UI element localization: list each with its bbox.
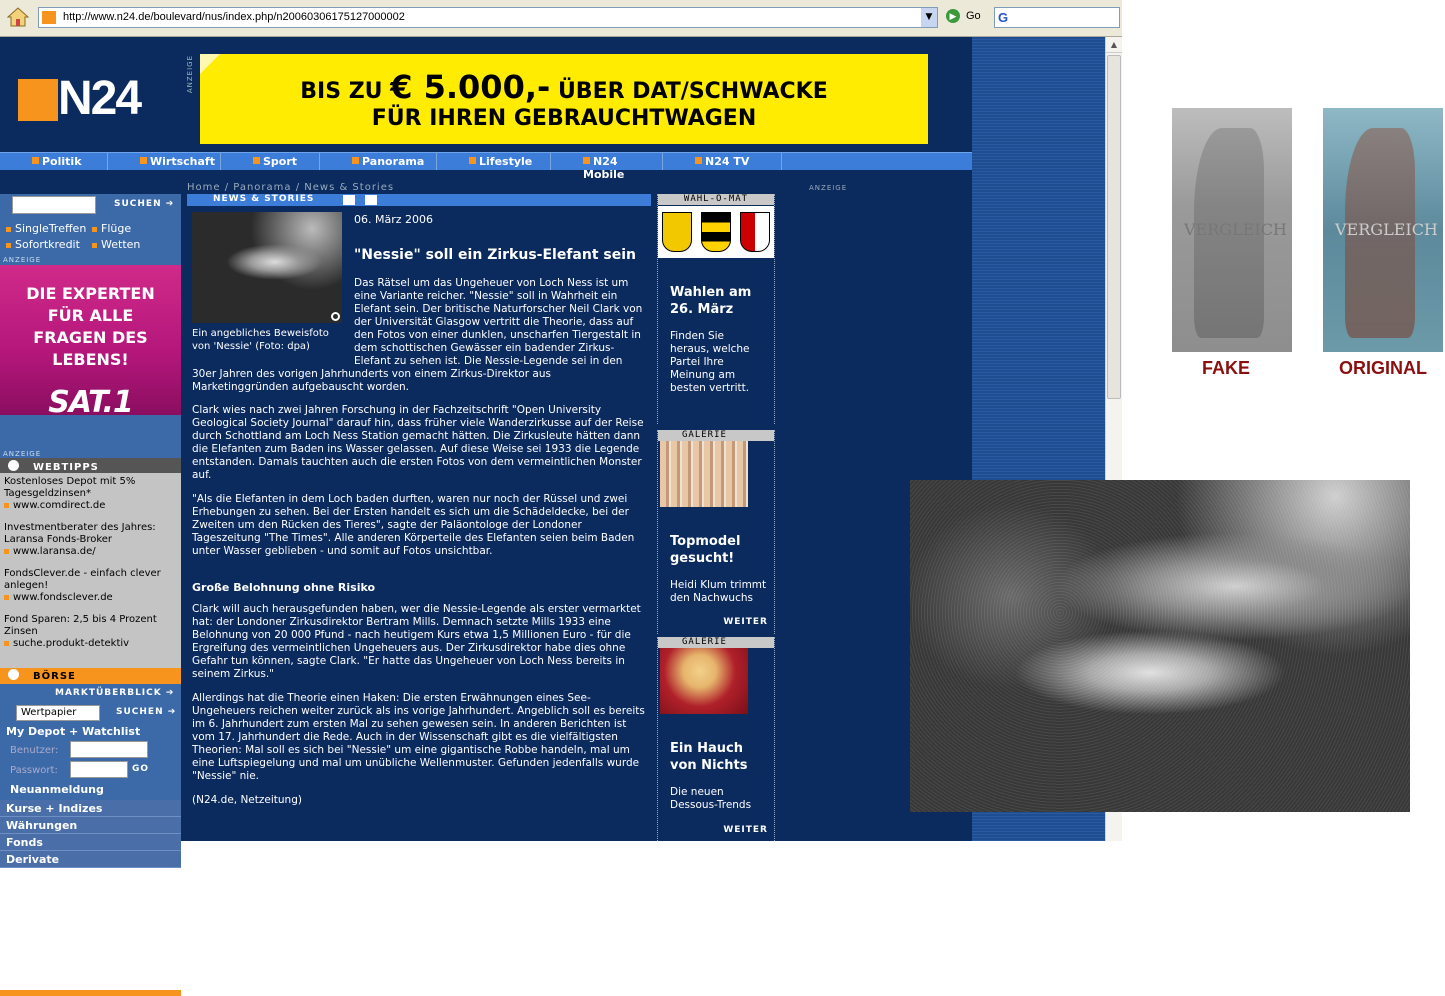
article-source: (N24.de, Netzeitung) xyxy=(192,794,302,806)
link-wetten[interactable]: Wetten xyxy=(92,238,140,251)
menu-fonds[interactable]: Fonds xyxy=(0,834,181,851)
wahl-title: Wahlen am 26. März xyxy=(670,285,752,317)
webtipp-4[interactable] xyxy=(0,604,181,650)
logo-orange-square xyxy=(18,79,58,121)
nav-lifestyle[interactable]: Lifestyle xyxy=(437,153,551,170)
password-input[interactable] xyxy=(70,761,128,778)
webtipps-header: WEBTIPPS xyxy=(0,458,181,473)
go-label: Go xyxy=(966,10,981,22)
link-sofortkredit[interactable]: Sofortkredit xyxy=(6,237,92,253)
article-paragraph-4: Clark will auch herausgefunden haben, wer die Nessie-Legende als erster vermarktet hat: der Londoner Zirkusdirektor Bertram Mills. Demnach setzte Mills 1933 eine Belohnung von 20 000 Pfund - nach heutigem Kurs etwa 1,5 Millionen Euro - für die Ergreifung des vermeintlichen Ungeheuers aus. Der Zirkusdirektor habe dies ohne Gefahr tun können, sagte Clark. "Er hatte das Ungeheuer von Loch Ness bereits in seinem Zirkus." xyxy=(192,603,641,680)
sat1-ad-text: DIE EXPERTEN FÜR ALLE FRAGEN DES LEBENS! xyxy=(26,284,155,369)
link-fluege[interactable]: Flüge xyxy=(92,222,131,235)
menu-kurse-indizes[interactable]: Kurse + Indizes xyxy=(0,800,181,817)
go-button[interactable] xyxy=(946,9,981,27)
wertpapier-input[interactable]: Wertpapier xyxy=(16,705,100,721)
nav-panorama[interactable]: Panorama xyxy=(320,153,437,170)
state-crests xyxy=(658,206,774,258)
boerse-header: BÖRSE xyxy=(0,668,181,684)
mail-icon[interactable] xyxy=(365,195,377,205)
nav-n24-tv[interactable]: N24 TV xyxy=(663,153,782,170)
home-icon[interactable] xyxy=(6,6,30,28)
sidebar-bottom-accent xyxy=(0,990,181,996)
webtipp-2-link[interactable]: www.laransa.de/ xyxy=(4,546,177,558)
webtipps-box xyxy=(0,458,181,668)
nav-sport[interactable]: Sport xyxy=(221,153,320,170)
menu-waehrungen[interactable]: Währungen xyxy=(0,817,181,834)
galerie-header-2: GALERIE xyxy=(658,637,774,648)
site-search-button[interactable]: SUCHEN ➔ xyxy=(114,199,175,209)
password-label: Passwort: xyxy=(10,765,58,776)
webtipp-2-text: Investmentberater des Jahres: Laransa Fonds-Broker xyxy=(4,522,156,545)
link-singletreffen[interactable]: SingleTreffen xyxy=(6,221,92,237)
wertpapier-search-button[interactable]: SUCHEN ➔ xyxy=(116,707,177,717)
pie-chart-icon xyxy=(8,460,19,471)
wahl-text: Finden Sie heraus, welche Partei Ihre Meinung am besten vertritt. xyxy=(670,330,750,394)
sat1-ad-label: ANZEIGE xyxy=(3,256,42,264)
wahl-o-mat-header: WAHL-O-MAT xyxy=(658,194,774,205)
ad-label-2: ANZEIGE xyxy=(3,450,42,458)
right-ad-label: ANZEIGE xyxy=(809,184,848,192)
banner-amount: € 5.000,- xyxy=(390,68,551,106)
scroll-up-icon[interactable]: ▲ xyxy=(1106,37,1122,53)
topmodel-title: Topmodel gesucht! xyxy=(670,534,741,566)
url-dropdown-icon[interactable]: ▼ xyxy=(921,8,937,27)
sat1-logo: SAT.1 xyxy=(48,385,133,420)
url-text: http://www.n24.de/boulevard/nus/index.php/n20060306175127000002 xyxy=(63,11,405,23)
crest-st-icon xyxy=(701,212,731,252)
scroll-thumb[interactable] xyxy=(1107,55,1121,399)
article-subheading: Große Belohnung ohne Risiko xyxy=(192,581,376,594)
breadcrumb[interactable]: Home / Panorama / News & Stories xyxy=(187,182,395,193)
print-icon[interactable] xyxy=(343,195,355,205)
webtipp-3[interactable] xyxy=(0,558,181,604)
user-label: Benutzer: xyxy=(10,745,59,756)
menu-derivate[interactable]: Derivate xyxy=(0,851,181,868)
crest-bw-icon xyxy=(662,212,692,252)
webtipp-3-link[interactable]: www.fondsclever.de xyxy=(4,592,177,604)
photo-caption: Ein angebliches Beweisfoto von 'Nessie' (Foto: dpa) xyxy=(192,328,329,352)
article-paragraph-3: "Als die Elefanten in dem Loch baden durften, waren nur noch der Rüssel und zwei Erhebungen zu sehen. Bei der Ersten handelt es sich um die Schädeldecke, bei der Zweiten um den Rücken des Tieres", sagte der Paläontologe der Londoner Tageszeitung "The Times". Alle anderen Körperteile des Elefanten seien beim Baden unter Wasser geblieben - und somit auf Fotos unsichtbar. xyxy=(192,493,635,557)
site-search-input[interactable] xyxy=(12,196,96,214)
banner-text-c: ÜBER DAT/SCHWACKE xyxy=(557,79,828,104)
arrow-right-icon: ➔ xyxy=(165,199,175,209)
dessous-weiter-link[interactable]: WEITER xyxy=(723,825,768,835)
quick-links xyxy=(6,221,178,253)
original-image xyxy=(1323,108,1443,352)
galerie-header-1: GALERIE xyxy=(658,430,774,441)
sat1-ad[interactable] xyxy=(0,265,181,420)
depot-watchlist-link[interactable]: My Depot + Watchlist xyxy=(6,725,141,738)
url-field[interactable] xyxy=(38,7,938,28)
top-banner-ad[interactable] xyxy=(200,54,928,144)
section-title: NEWS & STORIES xyxy=(213,194,315,204)
original-label: ORIGINAL xyxy=(1339,358,1427,378)
login-go-button[interactable]: GO xyxy=(132,764,150,774)
banner-line1 xyxy=(200,68,928,106)
dessous-text: Die neuen Dessous-Trends xyxy=(670,786,752,811)
webtipp-2[interactable] xyxy=(0,512,181,558)
address-bar-area xyxy=(0,0,1122,37)
page-favicon xyxy=(42,11,56,24)
search-field[interactable] xyxy=(994,7,1120,28)
article-paragraph-1: Das Rätsel um das Ungeheuer von Loch Ness ist um eine Variante reicher. "Nessie" soll in Wahrheit ein Elefant sein. Der britische Naturforscher Neil Clark von der Universität Glasgow vertritt die Theorie, dass auf den Fotos von einer dunklen, unscharfen Tiergestalt in dem schottischen Gewässer ein badender Zirkus-Elefant zu sehen ist. Die Nessie-Legende sei in den 30er Jahren des vorigen Jahrhunderts von einem Zirkus-Direktor aus Marketinggründen aufgebauscht worden. xyxy=(192,277,643,393)
fake-label: FAKE xyxy=(1202,358,1251,378)
left-sidebar xyxy=(0,194,181,866)
topmodel-text: Heidi Klum trimmt den Nachwuchs xyxy=(670,579,767,604)
main-nav xyxy=(0,152,972,181)
nav-politik[interactable]: Politik xyxy=(0,153,108,170)
crest-rp-icon xyxy=(740,212,770,252)
photo-grain xyxy=(910,480,1410,812)
go-arrow-icon: ▶ xyxy=(946,9,960,23)
google-search-icon: G xyxy=(998,10,1009,25)
webtipp-3-text: FondsClever.de - einfach clever anlegen! xyxy=(4,568,161,591)
nav-wirtschaft[interactable]: Wirtschaft xyxy=(108,153,221,170)
finance-menu xyxy=(0,800,181,868)
banner-line2: FÜR IHREN GEBRAUCHTWAGEN xyxy=(371,106,757,131)
register-link[interactable]: Neuanmeldung xyxy=(10,783,104,796)
banner-ad-label: ANZEIGE xyxy=(186,55,194,94)
fake-image xyxy=(1172,108,1292,352)
dessous-title: Ein Hauch von Nichts xyxy=(670,741,748,773)
banner-corner xyxy=(200,54,220,74)
n24-logo[interactable] xyxy=(18,72,168,125)
topmodel-photo[interactable] xyxy=(660,441,748,507)
article-paragraph-2: Clark wies nach zwei Jahren Forschung in der Fachzeitschrift "Open University Geological Society Journal" darauf hin, dass früher viele Wanderzirkusse auf der Reise durch Schottland am Loch Ness Station gemacht hätten. Die Zirkusleute hätten dann die Elefanten zum Baden ins Wasser gelassen. Auf diese Weise sei 1933 die Legende entstanden. Damals tauchten auch die ersten Fotos von dem vermeintlichen Monster auf. xyxy=(192,404,644,481)
original-watermark: VERGLEICH xyxy=(1335,220,1438,239)
topmodel-weiter-link[interactable]: WEITER xyxy=(723,617,768,627)
logo-text: N24 xyxy=(58,72,141,125)
user-input[interactable] xyxy=(70,741,148,758)
webtipp-4-link[interactable]: suche.produkt-detektiv xyxy=(4,638,177,650)
marktueberblick-link[interactable]: MARKTÜBERBLICK ➔ xyxy=(55,688,175,698)
galerie-topmodel-box[interactable] xyxy=(657,430,775,634)
article-date: 06. März 2006 xyxy=(354,213,434,226)
webtipp-1[interactable] xyxy=(0,473,181,512)
article-paragraph-5: Allerdings hat die Theorie einen Haken: Die ersten Erwähnungen eines See-Ungeheuers reichen weiter zurück als ins vorige Jahrhundert. Angeblich soll es bereits im 6. Jahrhundert zum ersten Mal zu sehen gewesen sein. In anderen Berichten ist vom 17. Jahrhundert die Rede. Auch in der Wissenschaft gibt es die vielfältigsten Theorien: Mal soll es sich bei "Nessie" um eine gigantische Robbe handeln, mal um eine Luftspiegelung und mal um unübliche Wellenmuster. Gefunden jedenfalls wurde "Nessie" nie. xyxy=(192,692,645,782)
fake-watermark: VERGLEICH xyxy=(1184,220,1287,239)
galerie-dessous-box[interactable] xyxy=(657,637,775,841)
p1-float xyxy=(192,277,354,357)
nav-n24-mobile[interactable]: N24 Mobile xyxy=(551,153,663,170)
pie-chart-icon-2 xyxy=(8,669,19,680)
article-title: "Nessie" soll ein Zirkus-Elefant sein xyxy=(354,247,636,263)
enlarged-nessie-photo xyxy=(910,480,1410,812)
wahl-o-mat-box[interactable] xyxy=(657,194,775,424)
section-header xyxy=(187,194,651,206)
webtipp-1-link[interactable]: www.comdirect.de xyxy=(4,500,177,512)
webtipp-1-text: Kostenloses Depot mit 5% Tagesgeldzinsen* xyxy=(4,476,136,499)
dessous-photo[interactable] xyxy=(660,648,748,714)
banner-text-a: BIS ZU xyxy=(300,79,383,104)
webtipp-4-text: Fond Sparen: 2,5 bis 4 Prozent Zinsen xyxy=(4,614,157,637)
